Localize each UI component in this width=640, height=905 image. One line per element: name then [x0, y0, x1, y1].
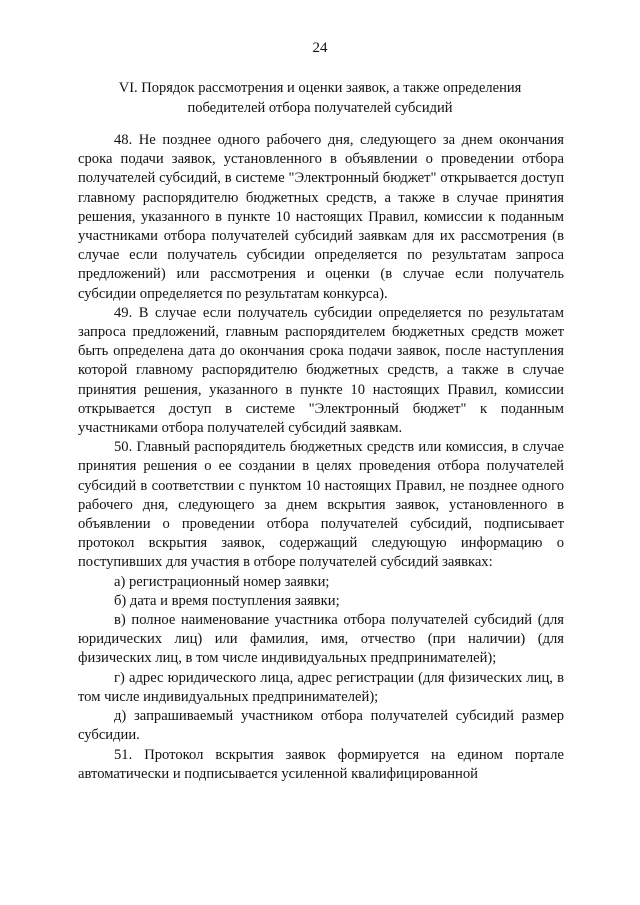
section-heading-line: VI. Порядок рассмотрения и оценки заявок, а также определения — [118, 80, 522, 96]
page-number: 24 — [312, 40, 328, 56]
list-item-g: г) адрес юридического лица, адрес регистрации (для физических лиц, в том числе индивидуальных предпринимателей); — [78, 669, 564, 705]
paragraph-50: 50. Главный распорядитель бюджетных средств или комиссия, в случае принятия решения о ее создании в целях проведения отбора получателей субсидий в соответствии с пунктом 10 настоящих Правил, не позднее одного рабочего дня, следующего за днем вскрытия заявок, установленного в объявлении о проведении отбора получателей субсидий, подписывает протокол вскрытия заявок, содержащий следующую информацию о поступивших для участия в отборе получателей субсидий заявках: — [78, 439, 564, 571]
section-heading — [80, 78, 560, 118]
document-body — [78, 131, 564, 784]
list-item-b: б) дата и время поступления заявки; — [114, 592, 340, 609]
list-item-a: а) регистрационный номер заявки; — [114, 573, 330, 590]
list-item-v: в) полное наименование участника отбора получателей субсидий (для юридических лиц) или фамилия, имя, отчество (при наличии) (для физических лиц, в том числе индивидуальных предпринимателей); — [78, 612, 564, 667]
section-heading-line: победителей отбора получателей субсидий — [187, 100, 453, 116]
paragraph-51: 51. Протокол вскрытия заявок формируется на едином портале автоматически и подписывается усиленной квалифицированной — [78, 746, 564, 782]
list-item-d: д) запрашиваемый участником отбора получателей субсидий размер субсидии. — [78, 708, 564, 744]
paragraph-49: 49. В случае если получатель субсидии определяется по результатам запроса предложений, главным распорядителем бюджетных средств может быть определена дата до окончания срока подачи заявок, после наступления которой главному распорядителю бюджетных средств, а также в случае принятия решения, указанного в пункте 10 настоящих Правил, комиссии открывается доступ в системе "Электронный бюджет" к поданным участниками отбора получателей субсидий заявкам. — [78, 304, 564, 437]
paragraph-48: 48. Не позднее одного рабочего дня, следующего за днем окончания срока подачи заявок, установленного в объявлении о проведении отбора получателей субсидий, в системе "Электронный бюджет" открывается доступ главному распорядителю бюджетных средств, а также в случае принятия решения, указанного в пункте 10 настоящих Правил, комиссии к поданным участниками отбора получателей субсидий заявкам для их рассмотрения (в случае если получатель субсидии определяется по результатам запроса предложений) или рассмотрения и оценки (в случае если получатель субсидии определяется по результатам конкурса). — [78, 132, 564, 302]
